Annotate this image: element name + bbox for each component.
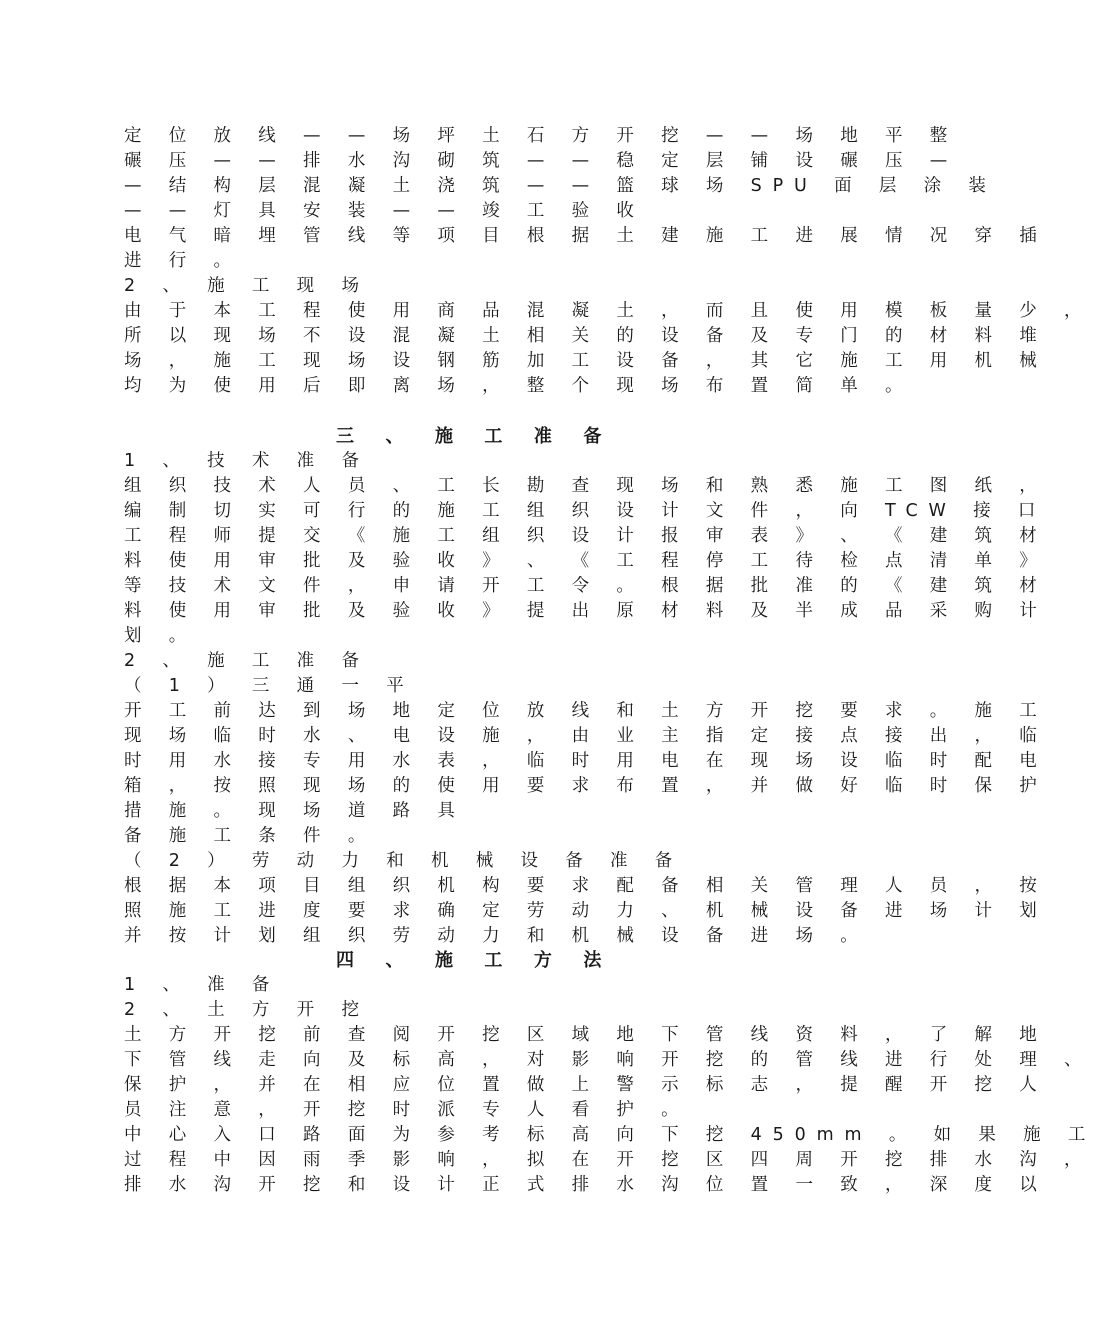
text-line: 场 ， 施 工 现 场 设 钢 筋 加 工 设 备 ， 其 它 施 工 用 机 械 [124,351,1048,371]
text-line: — — 灯 具 安 装 — — 竣 工 验 收 [124,201,645,221]
subheading: 2 、 土 方 开 挖 [124,1000,370,1020]
text-line: 保 护 ， 并 在 相 应 位 置 做 上 警 示 标 志 ， 提 醒 开 挖 人 [124,1075,1048,1095]
text-line: 员 注 意 ， 开 挖 时 派 专 人 看 护 。 [124,1100,690,1120]
text-line: 过 程 中 因 雨 季 影 响 ， 拟 在 开 挖 区 四 周 开 挖 排 水 沟 ， [124,1150,1093,1170]
text-line: 照 施 工 进 度 要 求 确 定 劳 动 力 、 机 械 设 备 进 场 计 划 [124,901,1048,921]
subheading: 1 、 技 术 准 备 [124,451,370,471]
text-line: 箱 ， 按 照 现 场 的 使 用 要 求 布 置 ， 并 做 好 临 时 保 护 [124,776,1048,796]
text-line: 下 管 线 走 向 及 标 高 ， 对 影 响 开 挖 的 管 线 进 行 处 理 、 [124,1050,1093,1070]
text-line: 中 心 入 口 路 面 为 参 考 标 高 向 下 挖 450mm 。 如 果 施 工 [124,1125,1096,1145]
text-line: — 结 构 层 混 凝 土 浇 筑 — — 篮 球 场 SPU 面 层 涂 装 [124,176,997,196]
text-line: 料 使 用 审 批 及 验 收 》 提 出 原 材 料 及 半 成 品 采 购 计 [124,601,1048,621]
section-heading: 四 、 施 工 方 法 [336,950,614,971]
text-line: 由 于 本 工 程 使 用 商 品 混 凝 土 ， 而 且 使 用 模 板 量 少 ， [124,301,1093,321]
subheading: 2 、 施 工 现 场 [124,276,370,296]
text-line: 等 技 术 文 件 ， 申 请 开 工 令 。 根 据 批 准 的 《 建 筑 材 [124,576,1048,596]
text-line: 排 水 沟 开 挖 和 设 计 正 式 排 水 沟 位 置 一 致 ， 深 度 以 [124,1175,1048,1195]
section-heading: 三 、 施 工 准 备 [336,426,614,447]
text-line: 所 以 现 场 不 设 混 凝 土 相 关 的 设 备 及 专 门 的 材 料 堆 [124,326,1048,346]
text-line: 根 据 本 项 目 组 织 机 构 要 求 配 备 相 关 管 理 人 员 ， 按 [124,876,1048,896]
text-line: 定 位 放 线 — — 场 坪 土 石 方 开 挖 — — 场 地 平 整 [124,126,959,146]
text-line: 措 施 。 现 场 道 路 具 [124,801,466,821]
text-line: 料 使 用 审 批 及 验 收 》 、 《 工 程 停 工 待 检 点 清 单 》 [124,551,1048,571]
text-line: 工 程 师 提 交 《 施 工 组 织 设 计 报 审 表 》 、 《 建 筑 材 [124,526,1048,546]
text-line: 开 工 前 达 到 场 地 定 位 放 线 和 土 方 开 挖 要 求 。 施 工 [124,701,1048,721]
subheading: 2 、 施 工 准 备 [124,651,370,671]
subheading: 1 、 准 备 [124,975,281,995]
text-line: 并 按 计 划 组 织 劳 动 力 和 机 械 设 备 进 场 。 [124,926,869,946]
text-line: 划 。 [124,626,198,646]
text-line: 组 织 技 术 人 员 、 工 长 勘 查 现 场 和 熟 悉 施 工 图 纸 ， [124,476,1048,496]
text-line: 均 为 使 用 后 即 离 场 ， 整 个 现 场 布 置 简 单 。 [124,376,914,396]
text-line: 进 行 。 [124,251,242,271]
text-line: 现 场 临 时 水 、 电 设 施 ， 由 业 主 指 定 接 点 接 出 ， 临 [124,726,1048,746]
text-line: 时 用 水 接 专 用 水 表 ， 临 时 用 电 在 现 场 设 临 时 配 电 [124,751,1048,771]
text-line: 土 方 开 挖 前 查 阅 开 挖 区 域 地 下 管 线 资 料 ， 了 解 地 [124,1025,1048,1045]
subheading: （ 1 ） 三 通 一 平 [124,676,415,696]
text-line: 编 制 切 实 可 行 的 施 工 组 织 设 计 文 件 ， 向 TCW 接 口 [124,501,1047,521]
subheading: （ 2 ） 劳 动 力 和 机 械 设 备 准 备 [124,851,684,871]
text-line: 备 施 工 条 件 。 [124,826,377,846]
text-line: 碾 压 — — 排 水 沟 砌 筑 — — 稳 定 层 铺 设 碾 压 — [124,151,959,171]
text-line: 电 气 暗 埋 管 线 等 项 目 根 据 土 建 施 工 进 展 情 况 穿 插 [124,226,1048,246]
